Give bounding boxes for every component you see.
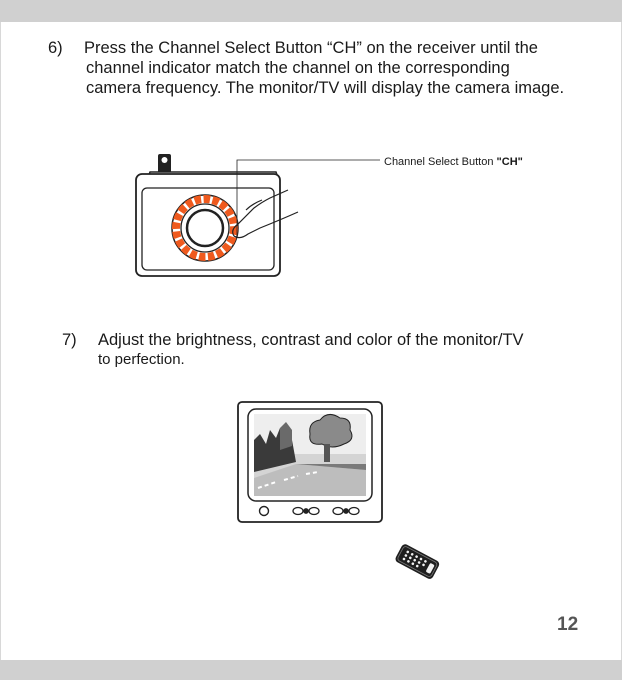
step-7-line-2: to perfection. (98, 351, 185, 368)
step-7-number: 7) (62, 331, 77, 349)
page-number: 12 (557, 614, 579, 635)
callout-label-emphasis: "CH" (496, 156, 523, 168)
callout-label-text: Channel Select Button (384, 156, 497, 168)
receiver-illustration (130, 150, 300, 280)
step-7 (62, 330, 602, 372)
remote-control-illustration (390, 543, 442, 581)
left-page-edge (0, 22, 1, 660)
step-6-line-2: channel indicator match the channel on the corresponding (86, 59, 510, 77)
footer-bar (0, 660, 622, 680)
header-bar (0, 0, 622, 22)
channel-select-dial (172, 195, 238, 261)
step-6-number: 6) (48, 39, 63, 57)
power-button-icon (260, 507, 269, 516)
step-6-line-1: Press the Channel Select Button “CH” on the receiver until the (84, 39, 538, 57)
step-6 (48, 38, 608, 100)
step-6-line-3: camera frequency. The monitor/TV will display the camera image. (86, 79, 565, 97)
step-7-line-1: Adjust the brightness, contrast and color of the monitor/TV (98, 331, 524, 349)
channel-select-callout (384, 156, 523, 168)
monitor-illustration (236, 400, 384, 524)
